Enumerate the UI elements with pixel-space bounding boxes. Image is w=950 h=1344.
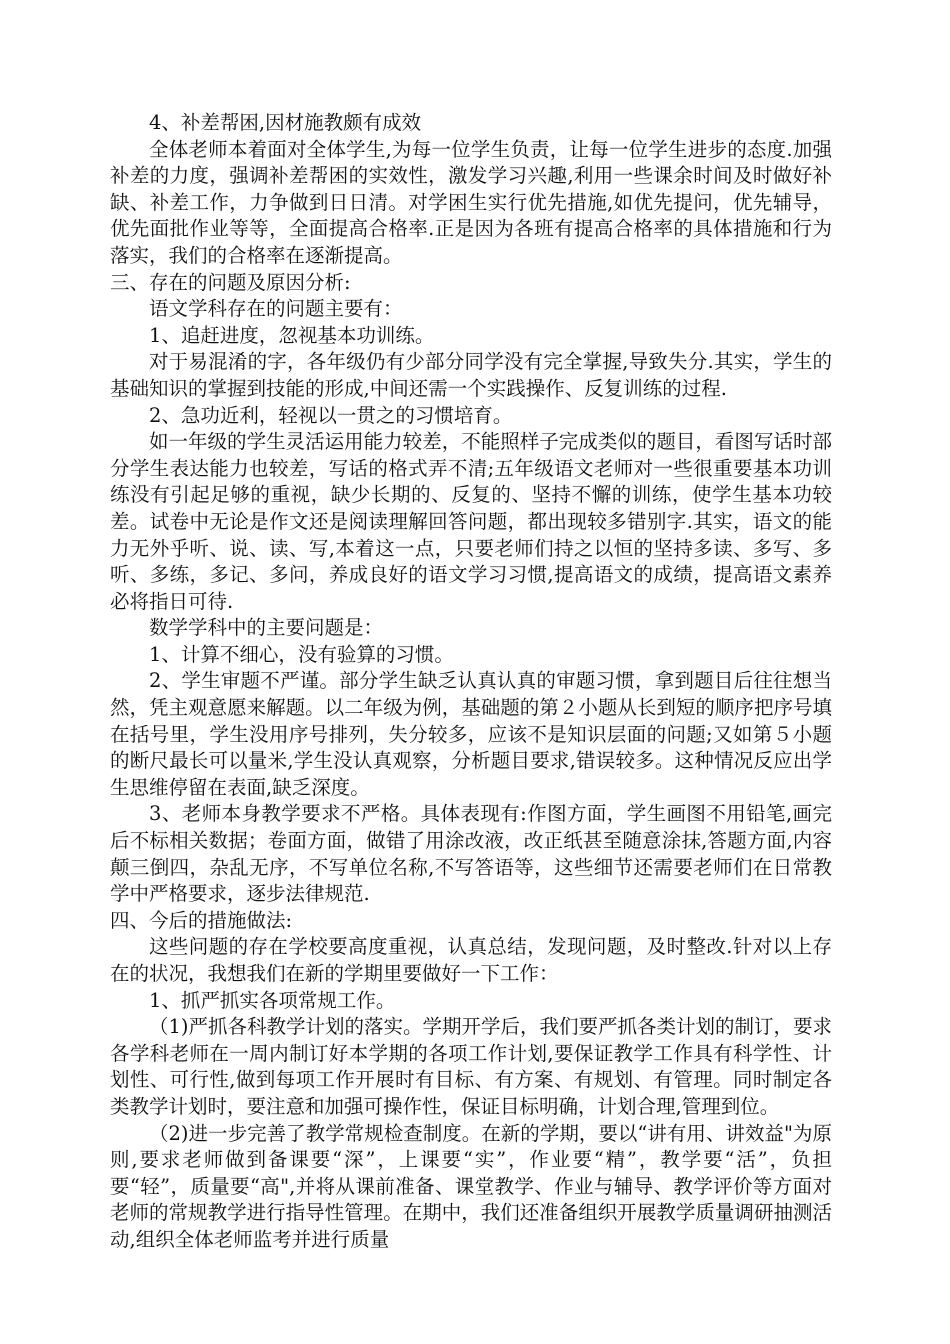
paragraph: 这些问题的存在学校要高度重视，认真总结，发现问题，及时整改.针对以上存在的状况，我想我们在新的学期里要做好一下工作： (110, 935, 832, 985)
paragraph: 语文学科存在的问题主要有： (149, 297, 403, 321)
section-heading: 四、今后的措施做法: (110, 908, 293, 932)
paragraph: 1、追赶进度，忽视基本功训练。 (149, 323, 435, 347)
paragraph: 3、老师本身教学要求不严格。具体表现有:作图方面，学生画图不用铅笔,画完后不标相关数据；卷面方面，做错了用涂改液，改正纸甚至随意涂抹,答题方面,内容颠三倒四，杂乱无序，不写单位名称,不写答语等，这些细节还需要老师们在日常教学中严格要求，逐步法律规范. (110, 802, 832, 906)
document-page (110, 110, 832, 1254)
paragraph: （1)严抓各科教学计划的落实。学期开学后，我们要严抓各类计划的制订，要求各学科老师在一周内制订好本学期的各项工作计划,要保证教学工作具有科学性、计划性、可行性,做到每项工作开展时有目标、有方案、有规划、有管理。同时制定各类教学计划时，要注意和加强可操作性，保证目标明确，计划合理,管理到位。 (110, 1015, 833, 1118)
paragraph: 1、抓严抓实各项常规工作。 (149, 988, 396, 1012)
paragraph: 对于易混淆的字，各年级仍有少部分同学没有完全掌握,导致失分.其实，学生的基础知识的掌握到技能的形成,中间还需一个实践操作、反复训练的过程. (110, 350, 832, 400)
paragraph: 2、急功近利，轻视以一贯之的习惯培育。 (149, 403, 513, 427)
paragraph: 如一年级的学生灵活运用能力较差，不能照样子完成类似的题目，看图写话时部分学生表达能力也较差，写话的格式弄不清;五年级语文老师对一些很重要基本功训练没有引起足够的重视，缺少长期的、反复的、坚持不懈的训练，使学生基本功较差。试卷中无论是作文还是阅读理解回答问题，都出现较多错别字.其实，语文的能力无外乎听、说、读、写,本着这一点，只要老师们持之以恒的坚持多读、多写、多听、多练，多记、多问，养成良好的语文学习习惯,提高语文的成绩，提高语文素养必将指日可待. (110, 430, 832, 613)
section-heading: 三、存在的问题及原因分析: (110, 270, 351, 294)
paragraph: （2)进一步完善了教学常规检查制度。在新的学期，要以“讲有用、讲效益"为原则,要求老师做到备课要“深”，上课要“实”，作业要“精”，教学要“活”，负担要“轻”，质量要“高",并将从课前准备、课堂教学、作业与辅导、教学评价等方面对老师的常规教学进行指导性管理。在期中，我们还准备组织开展教学质量调研抽测活动,组织全体老师监考并进行质量 (110, 1121, 832, 1251)
paragraph: 全体老师本着面对全体学生,为每一位学生负责，让每一位学生进步的态度.加强补差的力度，强调补差帮困的实效性，激发学习兴趣,利用一些课余时间及时做好补缺、补差工作，力争做到日日清。对学困生实行优先措施,如优先提问，优先辅导，优先面批作业等等，全面提高合格率.正是因为各班有提高合格率的具体措施和行为落实，我们的合格率在逐渐提高。 (110, 137, 832, 267)
paragraph: 2、学生审题不严谨。部分学生缺乏认真认真的审题习惯，拿到题目后往往想当然，凭主观意愿来解题。以二年级为例，基础题的第２小题从长到短的顺序把序号填在括号里，学生没用序号排列，失分较多，应该不是知识层面的问题;又如第５小题的断尺最长可以量米,学生没认真观察，分析题目要求,错误较多。这种情况反应出学生思维停留在表面,缺乏深度。 (110, 669, 832, 799)
paragraph: 数学学科中的主要问题是： (149, 616, 384, 640)
paragraph: 1、计算不细心，没有验算的习惯。 (149, 642, 454, 666)
paragraph: 4、补差帮困,因材施教颇有成效 (149, 111, 422, 134)
